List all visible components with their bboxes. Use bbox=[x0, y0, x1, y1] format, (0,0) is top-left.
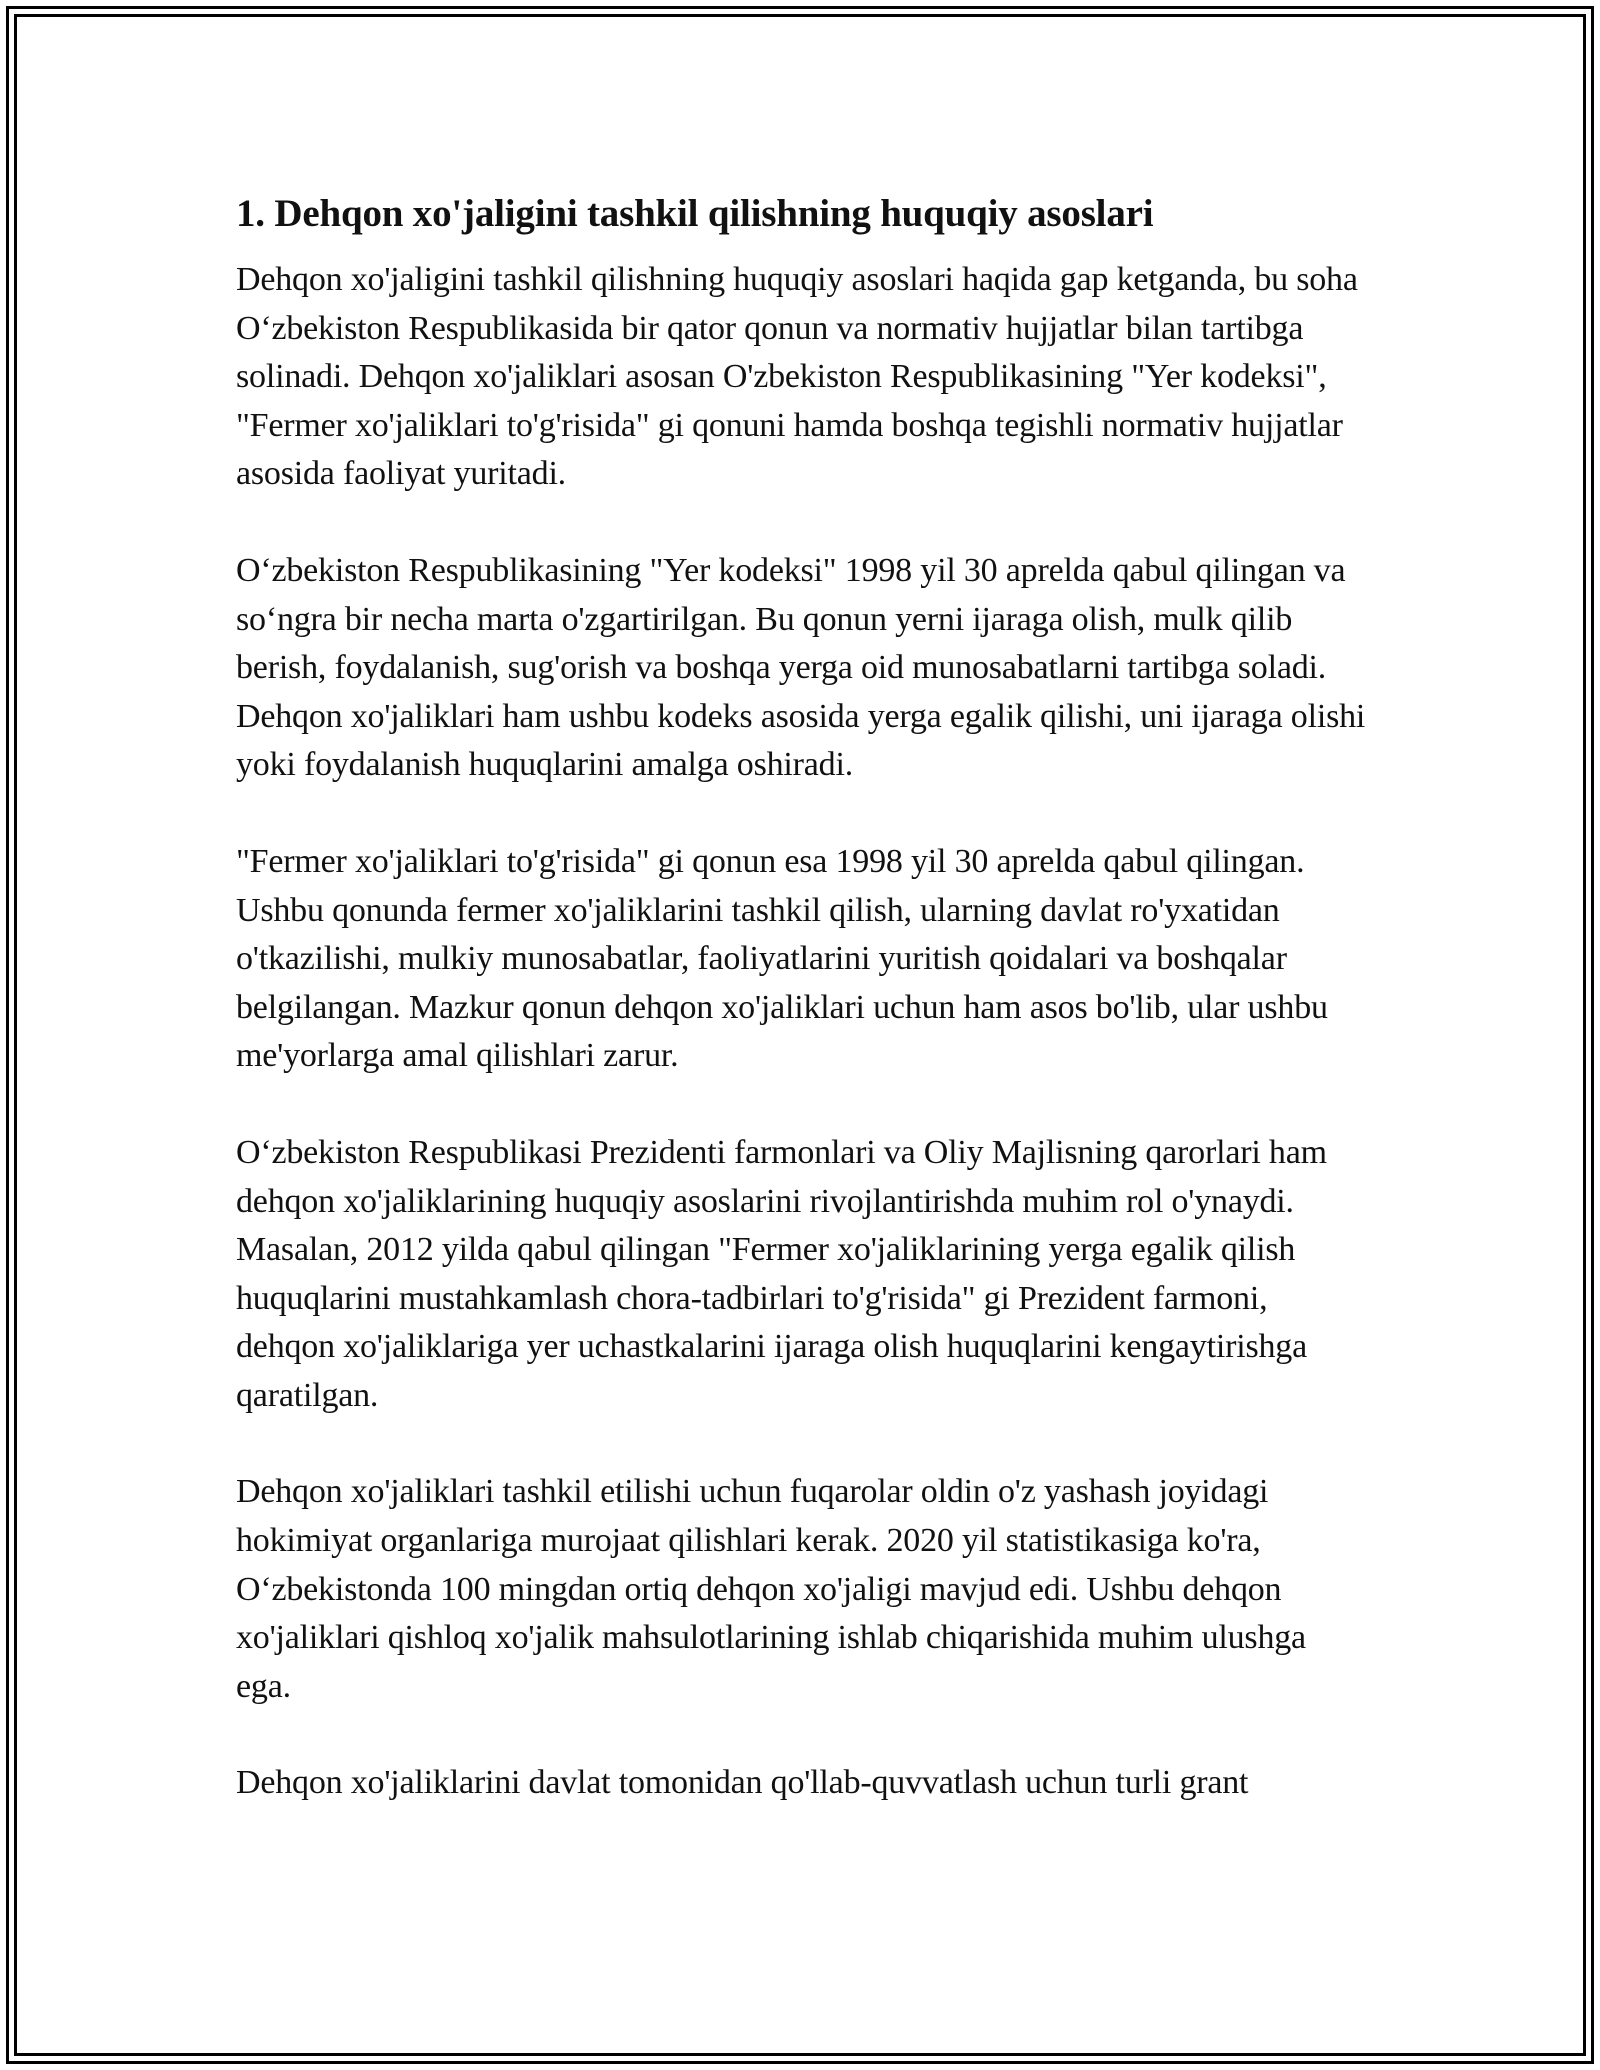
paragraph-5: Dehqon xo'jaliklari tashkil etilishi uchun fuqarolar oldin o'z yashash joyidagi hokimiyat organlariga murojaat qilishlari kerak. 2020 yil statistikasiga ko'ra, O‘zbekistonda 100 mingdan ortiq dehqon xo'jaligi mavjud edi. Ushbu dehqon xo'jaliklari qishloq xo'jalik mahsulotlarining ishlab chiqarishida muhim ulushga ega. bbox=[236, 1473, 1306, 1705]
paragraph-6: Dehqon xo'jaliklarini davlat tomonidan qo'llab-quvvatlash uchun turli grant bbox=[236, 1764, 1249, 1802]
paragraph-3: "Fermer xo'jaliklari to'g'risida" gi qonun esa 1998 yil 30 aprelda qabul qilingan. Ushbu qonunda fermer xo'jaliklarini tashkil qilish, ularning davlat ro'yxatidan o'tkazilishi, mulkiy munosabatlar, faoliyatlarini yuritish qoidalari va boshqalar belgilangan. Mazkur qonun dehqon xo'jaliklari uchun ham asos bo'lib, ular ushbu me'yorlarga amal qilishlari zarur. bbox=[236, 842, 1328, 1075]
paragraph-2: O‘zbekiston Respublikasining "Yer kodeksi" 1998 yil 30 aprelda qabul qilingan va so‘ngra bir necha marta o'zgartirilgan. Bu qonun yerni ijaraga olish, mulk qilib berish, foydalanish, sug'orish va boshqa yerga oid munosabatlarni tartibga soladi. Dehqon xo'jaliklari ham ushbu kodeks asosida yerga egalik qilishi, uni ijaraga olishi yoki foydalanish huquqlarini amalga oshiradi. bbox=[236, 551, 1366, 784]
document-body bbox=[236, 188, 1366, 1856]
paragraph-4: O‘zbekiston Respublikasi Prezidenti farmonlari va Oliy Majlisning qarorlari ham dehqon xo'jaliklarining huquqiy asoslarini rivojlantirishda muhim rol o'ynaydi. Masalan, 2012 yilda qabul qilingan "Fermer xo'jaliklarining yerga egalik qilish huquqlarini mustahkamlash chora-tadbirlari to'g'risida" gi Prezident farmoni, dehqon xo'jaliklariga yer uchastkalarini ijaraga olish huquqlarini kengaytirishga qaratilgan. bbox=[236, 1133, 1327, 1414]
section-title: 1. Dehqon xo'jaligini tashkil qilishning huquqiy asoslari bbox=[236, 192, 1154, 235]
paragraph-1: Dehqon xo'jaligini tashkil qilishning huquqiy asoslari haqida gap ketganda, bu soha O‘zbekiston Respublikasida bir qator qonun va normativ hujjatlar bilan tartibga solinadi. Dehqon xo'jaliklari asosan O'zbekiston Respublikasining "Yer kodeksi", "Fermer xo'jaliklari to'g'risida" gi qonuni hamda boshqa tegishli normativ hujjatlar asosida faoliyat yuritadi. bbox=[236, 261, 1358, 493]
